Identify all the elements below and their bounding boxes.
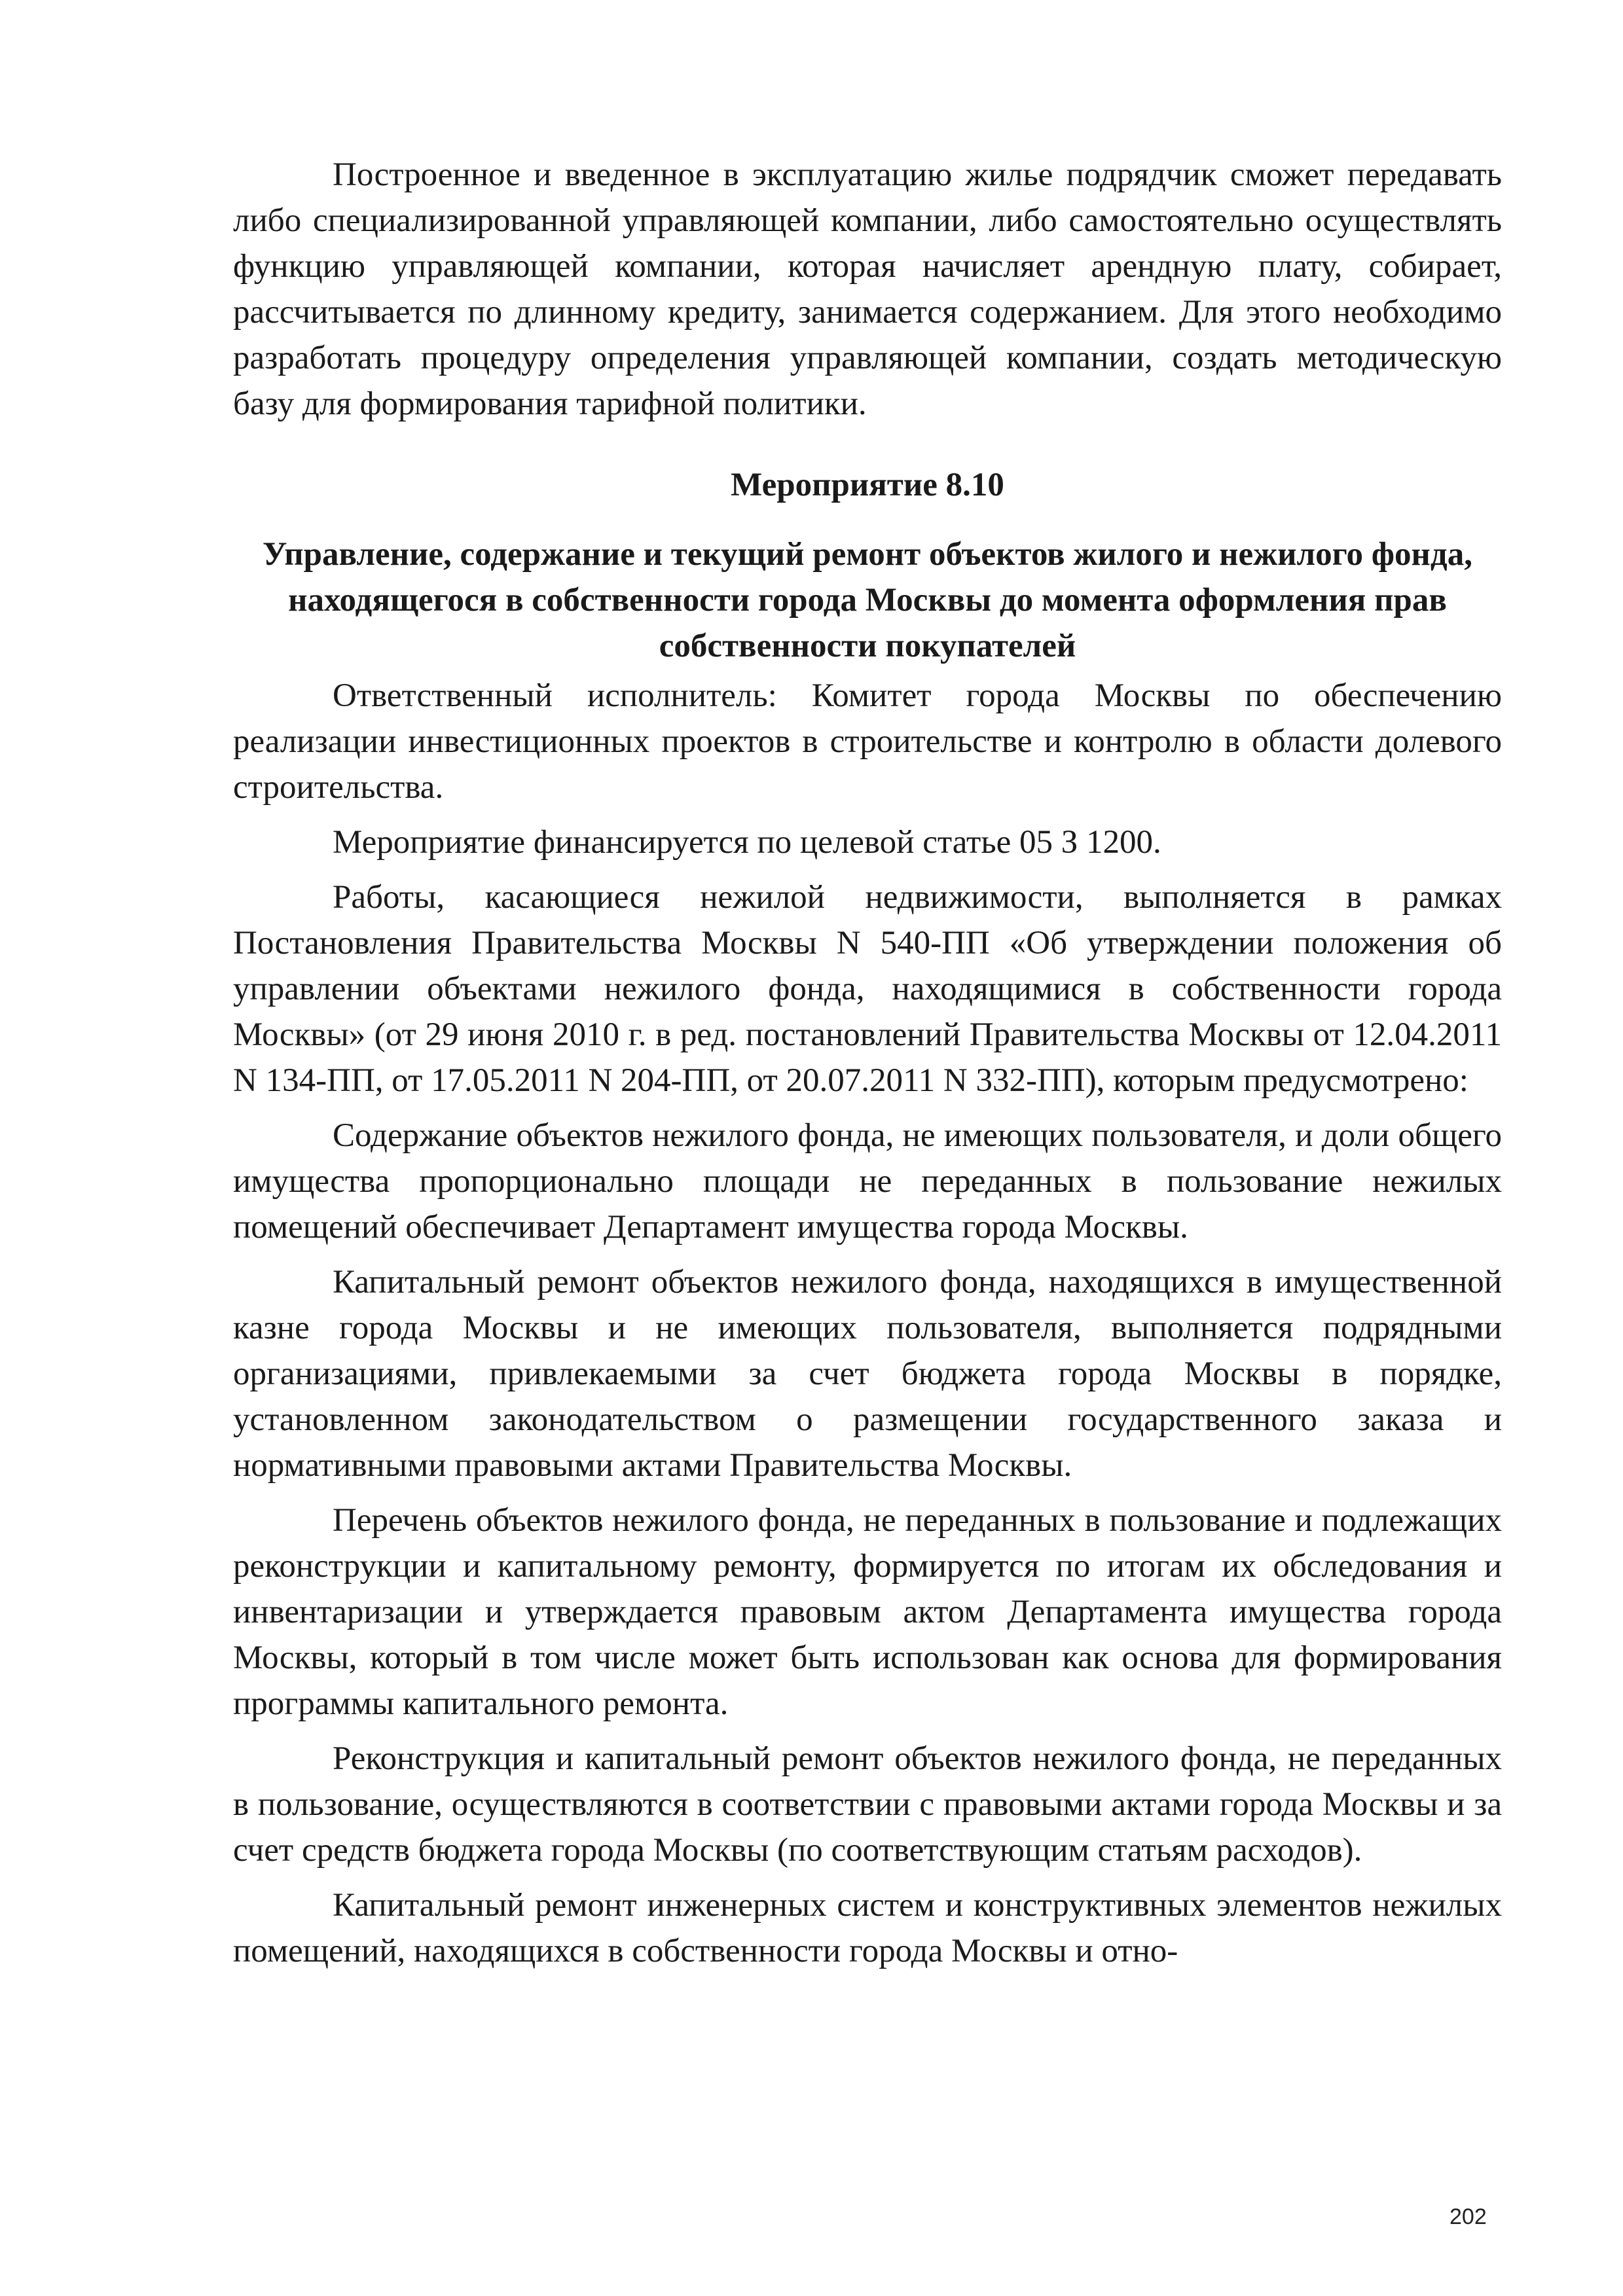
document-body bbox=[233, 152, 1502, 1974]
page-number: 202 bbox=[1450, 2204, 1487, 2229]
paragraph-responsible: Ответственный исполнитель: Комитет города Москвы по обеспечению реализации инвестиционных проектов в строительстве и контролю в области долевого строительства. bbox=[233, 677, 1502, 806]
paragraph-capital-repair: Капитальный ремонт объектов нежилого фонда, находящихся в имущественной казне города Москвы и не имеющих пользователя, выполняется подрядными организациями, привлекаемыми за счет бюджета города Москвы в порядке, установленном законодательством о размещении государственного заказа и нормативными правовыми актами Правительства Москвы. bbox=[233, 1264, 1502, 1484]
paragraph-object-list: Перечень объектов нежилого фонда, не переданных в пользование и подлежащих реконструкции и капитальному ремонту, формируется по итогам их обследования и инвентаризации и утверждается правовым актом Департамента имущества города Москвы, который в том числе может быть использован как основа для формирования программы капитального ремонта. bbox=[233, 1502, 1502, 1722]
paragraph-engineering-systems: Капитальный ремонт инженерных систем и конструктивных элементов нежилых помещений, находящихся в собственности города Москвы и отно- bbox=[233, 1887, 1502, 1969]
paragraph-financing: Мероприятие финансируется по целевой статье 05 З 1200. bbox=[333, 824, 1161, 861]
paragraph-reconstruction: Реконструкция и капитальный ремонт объектов нежилого фонда, не переданных в пользование, осуществляются в соответствии с правовыми актами города Москвы и за счет средств бюджета города Москвы (по соответствующим статьям расходов). bbox=[233, 1740, 1502, 1869]
section-title: Мероприятие 8.10 bbox=[731, 467, 1004, 503]
section-subtitle: Управление, содержание и текущий ремонт объектов жилого и нежилого фонда, находящегося в собственности города Москвы до момента оформления прав собственности покупателей bbox=[263, 536, 1472, 664]
paragraph-regulation: Работы, касающиеся нежилой недвижимости, выполняется в рамках Постановления Правительства Москвы N 540-ПП «Об утверждении положения об управлении объектами нежилого фонда, находящимися в собственности города Москвы» (от 29 июня 2010 г. в ред. постановлений Правительства Москвы от 12.04.2011 N 134-ПП, от 17.05.2011 N 204-ПП, от 20.07.2011 N 332-ПП), которым предусмотрено: bbox=[233, 879, 1502, 1099]
paragraph-maintenance: Содержание объектов нежилого фонда, не имеющих пользователя, и доли общего имущества пропорционально площади не переданных в пользование нежилых помещений обеспечивает Департамент имущества города Москвы. bbox=[233, 1117, 1502, 1246]
paragraph-intro: Построенное и введенное в эксплуатацию жилье подрядчик сможет передавать либо специализированной управляющей компании, либо самостоятельно осуществлять функцию управляющей компании, которая начисляет арендную плату, собирает, рассчитывается по длинному кредиту, занимается содержанием. Для этого необходимо разработать процедуру определения управляющей компании, создать методическую базу для формирования тарифной политики. bbox=[233, 156, 1502, 422]
